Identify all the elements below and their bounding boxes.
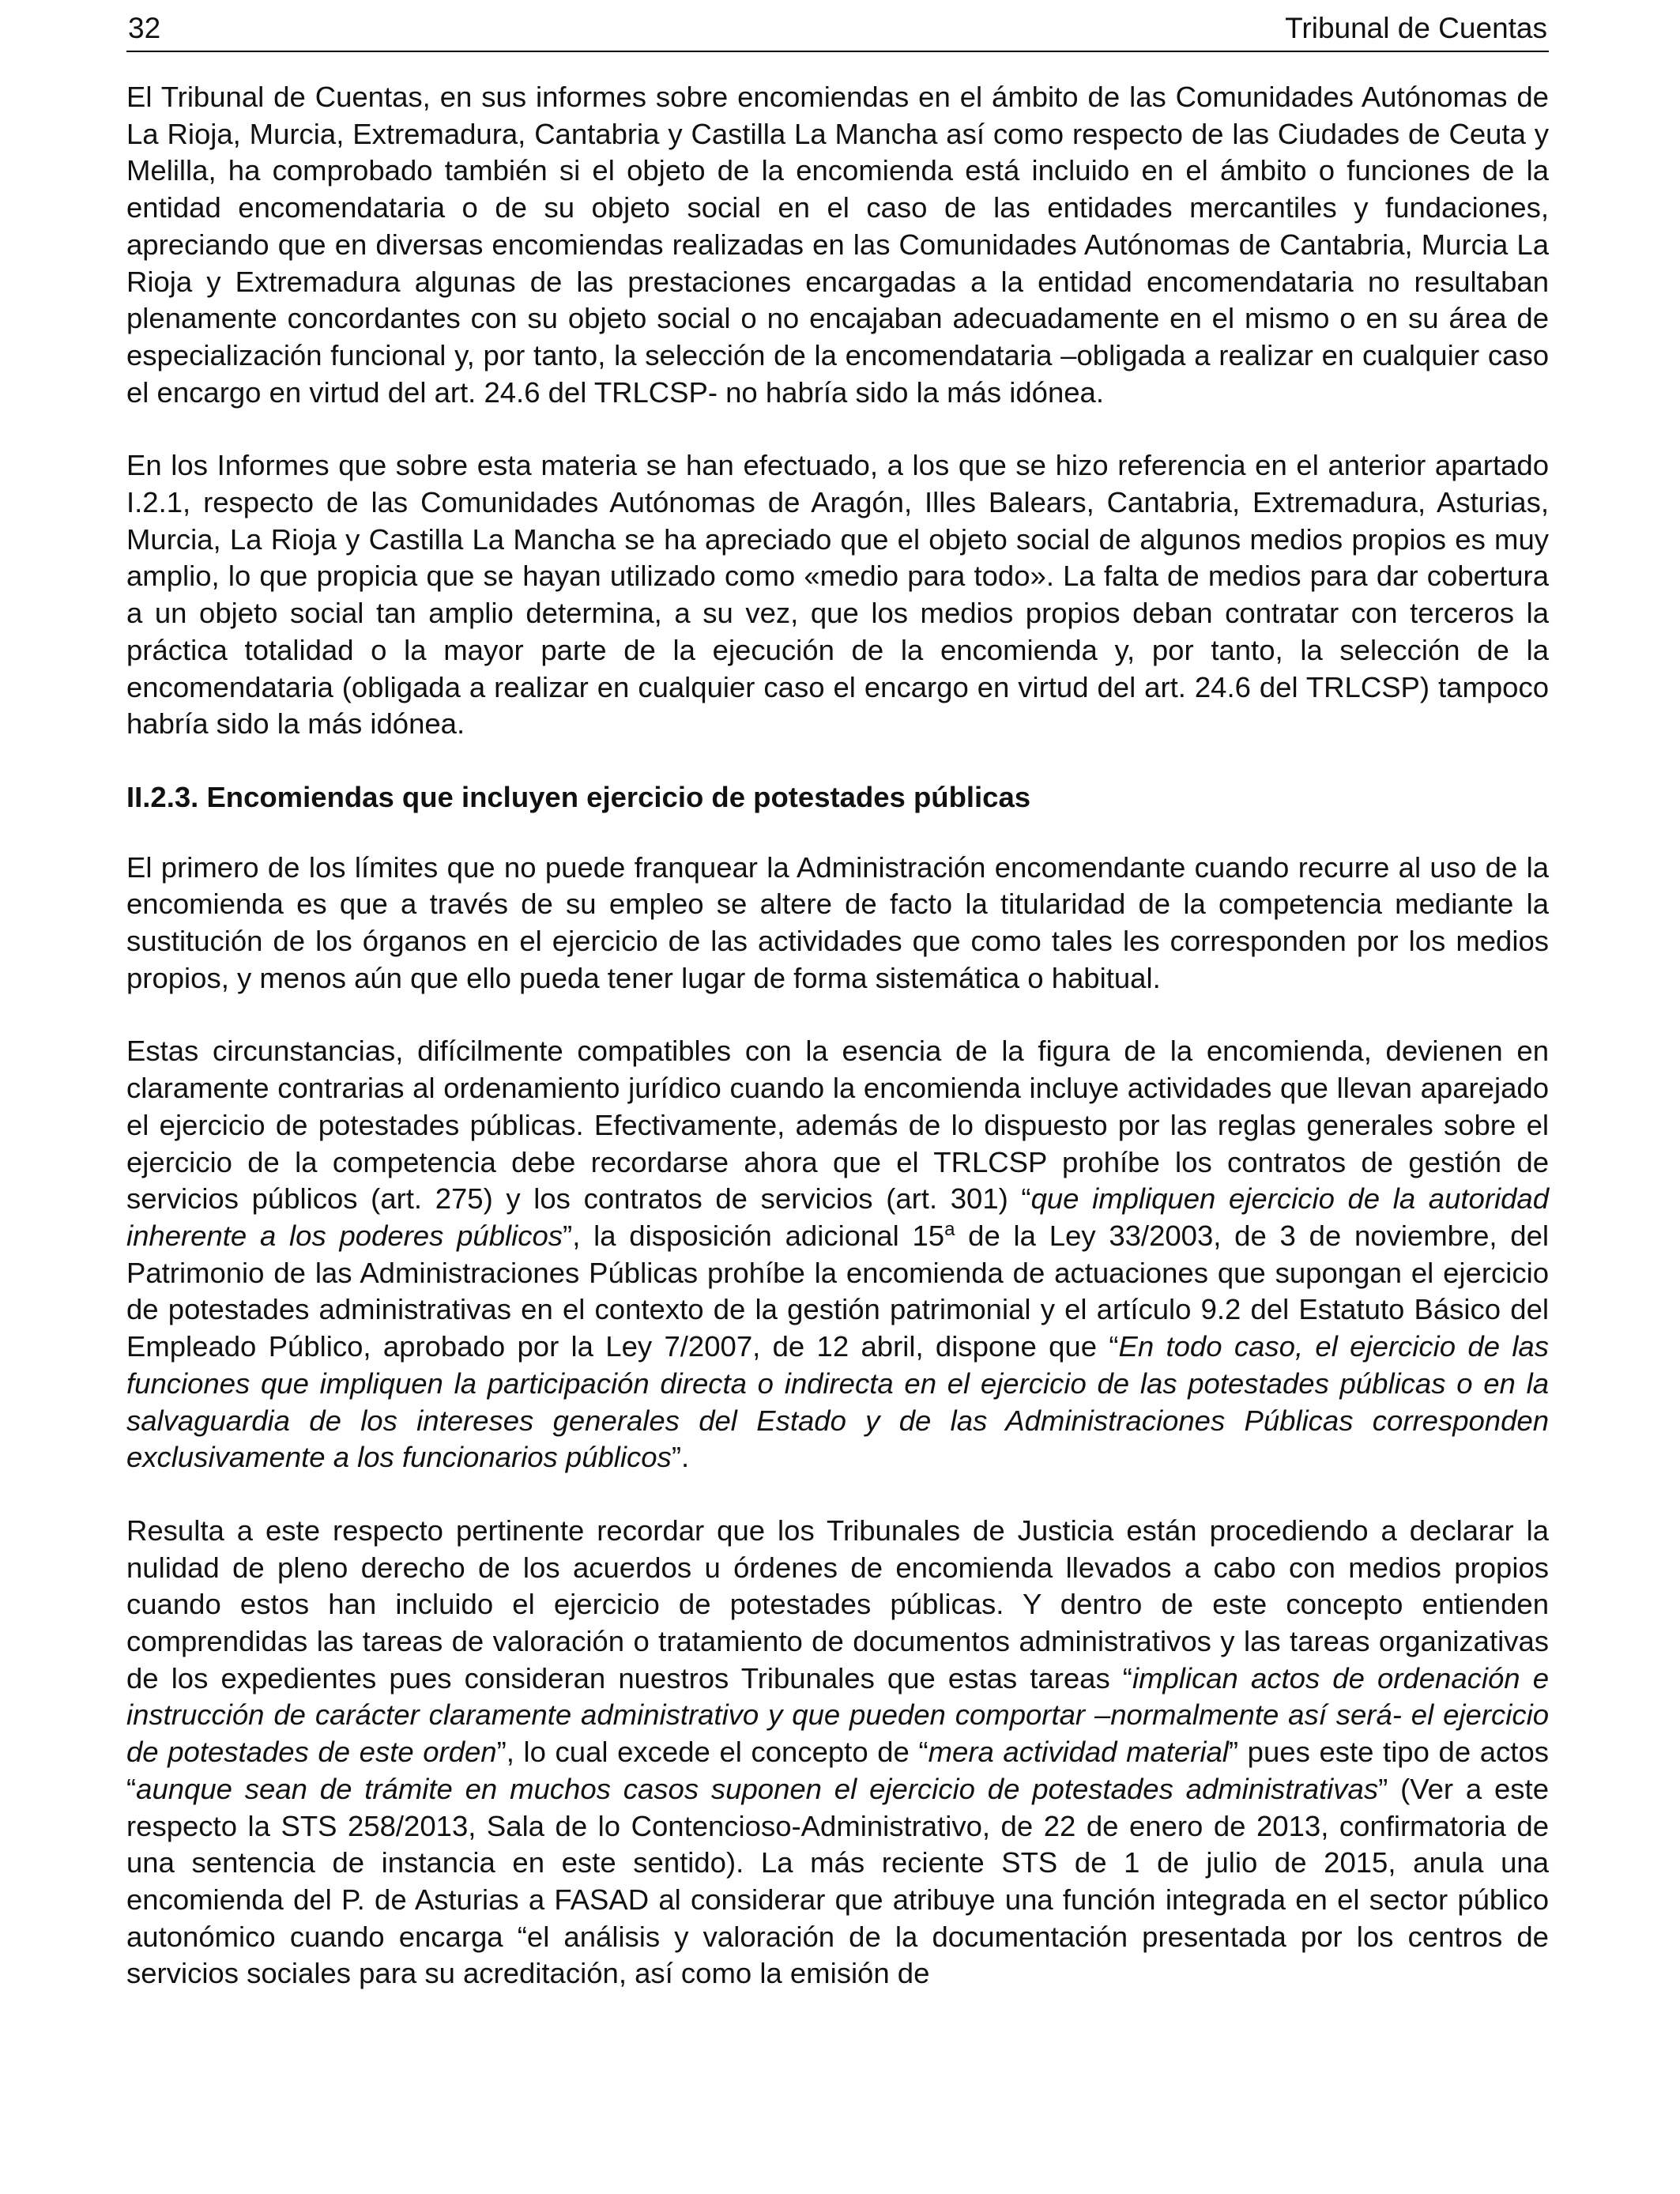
- italic-quote: mera actividad material: [928, 1736, 1229, 1769]
- text-run: ” pues este tipo de actos “: [126, 1736, 1549, 1805]
- text-run: ”.: [671, 1441, 690, 1474]
- text-run: Resulta a este respecto pertinente recordar que los Tribunales de Justicia están procediendo a declarar la nulidad de pleno derecho de los acuerdos u órdenes de encomienda llevados a cabo con medios propios cuando estos han incluido el ejercicio de potestades públicas. Y dentro de este concepto entienden comprendidas las tareas de valoración o tratamiento de documentos administrativos y las tareas organizativas de los expedientes pues consideran nuestros Tribunales que estas tareas “: [126, 1514, 1549, 1695]
- running-title: Tribunal de Cuentas: [1285, 12, 1547, 44]
- document-body: [126, 79, 1549, 2029]
- page-number: 32: [128, 12, 161, 44]
- paragraph-1: El Tribunal de Cuentas, en sus informes sobre encomiendas en el ámbito de las Comunidades Autónomas de La Rioja, Murcia, Extremadura, Cantabria y Castilla La Mancha así como respecto de las Ciudades de Ceuta y Melilla, ha comprobado también si el objeto de la encomienda está incluido en el ámbito o funciones de la entidad encomendataria o de su objeto social en el caso de las entidades mercantiles y fundaciones, apreciando que en diversas encomiendas realizadas en las Comunidades Autónomas de Cantabria, Murcia La Rioja y Extremadura algunas de las prestaciones encargadas a la entidad encomendataria no resultaban plenamente concordantes con su objeto social o no encajaban adecuadamente en el mismo o en su área de especialización funcional y, por tanto, la selección de la encomendataria –obligada a realizar en cualquier caso el encargo en virtud del art. 24.6 del TRLCSP- no habría sido la más idónea.: [126, 81, 1549, 409]
- section-heading: II.2.3. Encomiendas que incluyen ejercicio de potestades públicas: [126, 780, 1031, 813]
- italic-quote: aunque sean de trámite en muchos casos suponen el ejercicio de potestades administrativas: [136, 1772, 1379, 1805]
- text-run: de la Ley 33/2003, de 3 de noviembre, del Patrimonio de las Administraciones Públicas prohíbe la encomienda de actuaciones que supongan el ejercicio de potestades administrativas en el contexto de la gestión patrimonial y el artículo 9.2 del Estatuto Básico del Empleado Público, aprobado por la Ley 7/2007, de 12 abril, dispone que “: [126, 1219, 1549, 1363]
- text-run: Estas circunstancias, difícilmente compatibles con la esencia de la figura de la encomienda, devienen en claramente contrarias al ordenamiento jurídico cuando la encomienda incluye actividades que llevan aparejado el ejercicio de potestades públicas. Efectivamente, además de lo dispuesto por las reglas generales sobre el ejercicio de la competencia debe recordarse ahora que el TRLCSP prohíbe los contratos de gestión de servicios públicos (art. 275) y los contratos de servicios (art. 301) “: [126, 1035, 1549, 1216]
- italic-quote: implican actos de ordenación e instrucción de carácter claramente administrativo y que pueden comportar –normalmente así será- el ejercicio de potestades de este orden: [126, 1661, 1550, 1769]
- paragraph-5: [126, 1513, 1549, 1992]
- paragraph-4: [126, 1033, 1549, 1476]
- italic-quote: que impliquen ejercicio de la autoridad inherente a los poderes públicos: [126, 1182, 1549, 1252]
- page-header: [126, 9, 1549, 52]
- paragraph-3: El primero de los límites que no puede franquear la Administración encomendante cuando recurre al uso de la encomienda es que a través de su empleo se altere de facto la titularidad de la competencia mediante la sustitución de los órganos en el ejercicio de las actividades que como tales les corresponden por los medios propios, y menos aún que ello pueda tener lugar de forma sistemática o habitual.: [126, 850, 1549, 994]
- paragraph-2: En los Informes que sobre esta materia se han efectuado, a los que se hizo referencia en el anterior apartado I.2.1, respecto de las Comunidades Autónomas de Aragón, Illes Balears, Cantabria, Extremadura, Asturias, Murcia, La Rioja y Castilla La Mancha se ha apreciado que el objeto social de algunos medios propios es muy amplio, lo que propicia que se hayan utilizado como «medio para todo». La falta de medios para dar cobertura a un objeto social tan amplio determina, a su vez, que los medios propios deban contratar con terceros la práctica totalidad o la mayor parte de la ejecución de la encomienda y, por tanto, la selección de la encomendataria (obligada a realizar en cualquier caso el encargo en virtud del art. 24.6 del TRLCSP) tampoco habría sido la más idónea.: [126, 449, 1549, 741]
- text-run: ”, lo cual excede el concepto de “: [496, 1736, 929, 1769]
- document-page: [126, 0, 1549, 2194]
- italic-quote: En todo caso, el ejercicio de las funciones que impliquen la participación directa o indirecta en el ejercicio de las potestades públicas o en la salvaguardia de los intereses generales del Estado y de las Administraciones Públicas corresponden exclusivamente a los funcionarios públicos: [126, 1330, 1549, 1474]
- text-run: ” (Ver a este respecto la STS 258/2013, Sala de lo Contencioso-Administrativo, de 22 de enero de 2013, confirmatoria de una sentencia de instancia en este sentido). La más reciente STS de 1 de julio de 2015, anula una encomienda del P. de Asturias a FASAD al considerar que atribuye una función integrada en el sector público autonómico cuando encarga “el análisis y valoración de la documentación presentada por los centros de servicios sociales para su acreditación, así como la emisión de: [126, 1772, 1549, 1990]
- superscript: a: [944, 1218, 955, 1240]
- text-run: ”, la disposición adicional 15: [563, 1219, 945, 1252]
